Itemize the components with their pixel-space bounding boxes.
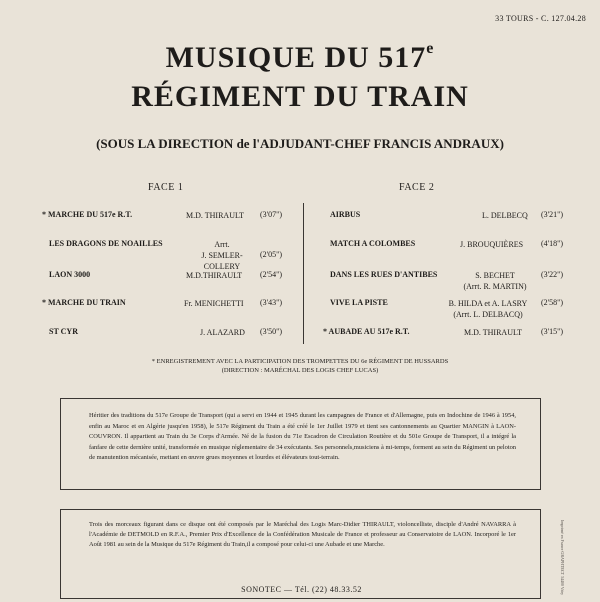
track-composer: B. HILDA et A. LASRY (Arrt. L. DELBACQ) xyxy=(448,299,528,319)
track-title: AIRBUS xyxy=(330,210,361,219)
recording-footnote xyxy=(0,357,600,375)
track-duration: (2'05") xyxy=(260,250,283,259)
face-divider xyxy=(303,203,304,344)
history-text: Héritier des traditions du 517e Groupe de Transport (qui a servi en 1944 et 1945 durant les campagnes de France et d'Allemagne, puis en Indochine de 1946 à 1954, enfin au Maroc et en Algérie jusqu'en 1958), le 517e Régiment du Train a été créé le 1er Juillet 1979 et tient ses cantonnements au Quartier MANGIN à LAON-COUVRON. Il appartient au Train du 3e Corps d'Armée. Né de la fusion du 71e Escadron de Circulation Routière et du 501e Groupe de Transport, il a intégré la fanfare de cette dernière unité, transformée en musique réglementaire de 34 exécutants. Ses personnels,musiciens à mi-temps, forment au sein du Régiment un peloton de manutention mécanisée, mettant en œuvre grues moyennes et lourdes et élévateurs tout-terrain. xyxy=(89,412,516,461)
track-duration: (2'58") xyxy=(541,298,564,307)
track-composer: J. ALAZARD xyxy=(200,328,245,337)
track-duration: (3'15") xyxy=(541,327,564,336)
track-duration: (3'21") xyxy=(541,210,564,219)
printer-credit: Imprimé en France GRAPHTECT 34400 Vitry xyxy=(560,520,565,596)
track-composer: M.D.THIRAULT xyxy=(186,271,243,280)
track-duration: (3'43") xyxy=(260,298,283,307)
track-duration: (4'18") xyxy=(541,239,564,248)
track-title: * AUBADE AU 517e R.T. xyxy=(323,327,410,336)
track-title: * MARCHE DU TRAIN xyxy=(42,298,126,307)
catalog-number: 33 TOURS - C. 127.04.28 xyxy=(495,14,586,23)
album-title-line1: MUSIQUE DU 517e xyxy=(165,40,435,74)
track-title: DANS LES RUES D'ANTIBES xyxy=(330,270,438,279)
track-title: ST CYR xyxy=(49,327,78,336)
track-composer: L. DELBECQ xyxy=(482,211,528,220)
track-duration: (2'54") xyxy=(260,270,283,279)
composer-box xyxy=(60,509,541,599)
footnote-line: (DIRECTION : MARÉCHAL DES LOGIS CHEF LUCAS) xyxy=(221,367,379,374)
track-composer: Fr. MENICHETTI xyxy=(184,299,244,308)
track-title: LES DRAGONS DE NOAILLES xyxy=(49,239,163,248)
face1-label: FACE 1 xyxy=(148,182,184,193)
track-title: LAON 3000 xyxy=(49,270,91,279)
track-title: MATCH A COLOMBES xyxy=(330,239,416,248)
composer-text: Trois des morceaux figurant dans ce disque ont été composés par le Maréchal des Logis Marc-Didier THIRAULT, violoncelliste, disciple d'André NAVARRA à l'Académie de DETMOLD en R.F.A., Premier Prix d'Excellence de la Confédération Musicale de France et professeur au Conservatoire de LAON. Incorporé le 1er Août 1981 au sein de la Musique du 517e Régiment du Train,il a composé pour celui-ci une Aubade et une Marche. xyxy=(89,521,516,548)
track-duration: (3'22") xyxy=(541,270,564,279)
track-duration: (3'07") xyxy=(260,210,283,219)
track-composer: J. BROUQUIÈRES xyxy=(460,240,524,249)
history-box xyxy=(60,398,541,490)
track-composer: Arrt. J. SEMLER-COLLERY xyxy=(201,240,243,271)
contact-line: SONOTEC — Tél. (22) 48.33.52 xyxy=(241,585,362,594)
track-composer: M.D. THIRAULT xyxy=(464,328,523,337)
footnote-line: * ENREGISTREMENT AVEC LA PARTICIPATION DES TROMPETTES DU 6e RÉGIMENT DE HUSSARDS xyxy=(151,358,449,365)
track-title: * MARCHE DU 517e R.T. xyxy=(42,210,133,219)
face2-label: FACE 2 xyxy=(399,182,435,193)
track-duration: (3'50") xyxy=(260,327,283,336)
album-subtitle: (SOUS LA DIRECTION de l'ADJUDANT-CHEF FRANCIS ANDRAUX) xyxy=(96,136,504,151)
track-composer: S. BECHET (Arrt. R. MARTIN) xyxy=(463,271,527,291)
album-title-line2: RÉGIMENT DU TRAIN xyxy=(131,80,469,113)
track-composer: M.D. THIRAULT xyxy=(186,211,245,220)
track-title: VIVE LA PISTE xyxy=(330,298,388,307)
